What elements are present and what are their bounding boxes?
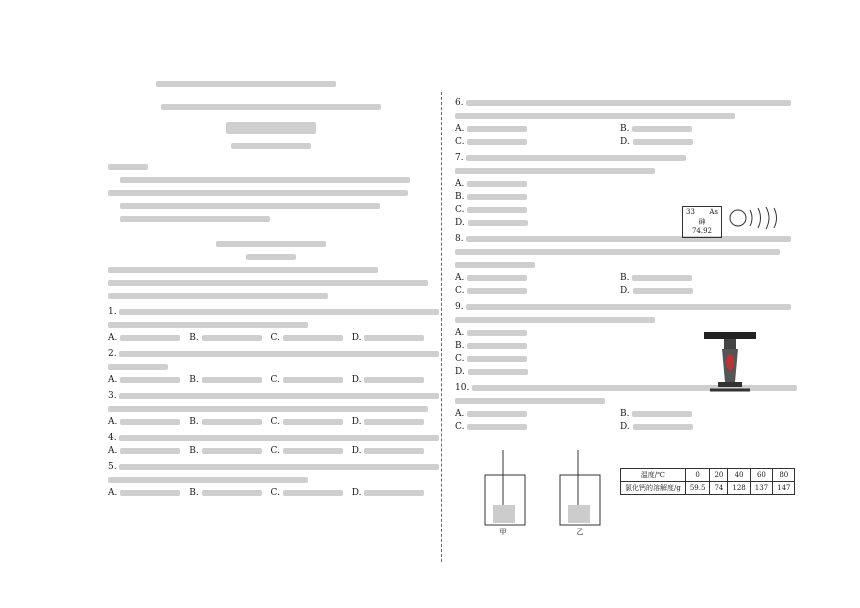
option: B. (620, 408, 785, 421)
question-number: 8. (455, 234, 467, 244)
questions-left (108, 306, 433, 500)
option: B. (189, 416, 270, 429)
option: C. (271, 332, 352, 345)
option: C. (455, 136, 620, 149)
option: A. (108, 332, 189, 345)
subject-title (108, 116, 433, 138)
option: B. (189, 487, 270, 500)
option: B. (455, 191, 785, 204)
option: D. (620, 136, 785, 149)
option: B. (189, 332, 270, 345)
option: C. (271, 374, 352, 387)
arsenic-element-box: 33 As 砷 74.92 (682, 206, 722, 238)
options (455, 408, 785, 434)
options (108, 445, 433, 458)
option: C. (455, 285, 620, 298)
option: B. (620, 123, 785, 136)
question-3 (108, 390, 433, 429)
options (108, 374, 433, 387)
question-number: 7. (455, 153, 467, 163)
option: D. (352, 374, 433, 387)
options (455, 272, 785, 298)
left-column (108, 78, 433, 500)
option: B. (455, 340, 785, 353)
option: A. (108, 374, 189, 387)
column-divider (441, 92, 442, 562)
option: C. (271, 416, 352, 429)
options (108, 416, 433, 429)
option: C. (455, 421, 620, 434)
question-number: 2. (108, 349, 120, 359)
option: A. (108, 416, 189, 429)
notes-body (120, 174, 433, 187)
svg-text:乙: 乙 (576, 528, 584, 535)
option: A. (108, 487, 189, 500)
sprinkler-figure (700, 330, 760, 400)
options (108, 487, 433, 500)
options (455, 123, 785, 149)
experiment-figure (465, 445, 615, 535)
question-2 (108, 348, 433, 387)
option: B. (189, 374, 270, 387)
option: A. (455, 123, 620, 136)
question-6 (455, 97, 785, 149)
part-heading (108, 238, 433, 251)
question-number: 5. (108, 462, 120, 472)
question-8 (455, 233, 785, 298)
options (108, 332, 433, 345)
option: C. (455, 204, 785, 217)
option: A. (108, 445, 189, 458)
notes-heading (108, 161, 433, 174)
section-heading (108, 251, 433, 264)
solubility-table: 温度/℃ 0 20 40 60 80 氯化钙的溶解度/g 59.5 74 128 137 147 (620, 468, 795, 495)
option: D. (455, 366, 785, 379)
option: D. (352, 445, 433, 458)
instructions (108, 277, 433, 290)
question-number: 10. (455, 383, 473, 393)
option: C. (271, 445, 352, 458)
question-number: 6. (455, 98, 467, 108)
option: A. (455, 327, 785, 340)
name-id-line (156, 78, 433, 91)
svg-text:甲: 甲 (499, 528, 507, 535)
question-number: 3. (108, 391, 120, 401)
question-1 (108, 306, 433, 345)
question-number: 4. (108, 433, 120, 443)
option: D. (352, 332, 433, 345)
option: A. (455, 178, 785, 191)
option: C. (455, 353, 785, 366)
option: D. (620, 285, 785, 298)
option: D. (455, 217, 785, 230)
option: C. (271, 487, 352, 500)
exam-time (108, 140, 433, 153)
option: B. (189, 445, 270, 458)
option: A. (455, 272, 620, 285)
question-number: 1. (108, 307, 120, 317)
option: D. (352, 416, 433, 429)
option: B. (620, 272, 785, 285)
option: D. (620, 421, 785, 434)
option: A. (455, 408, 620, 421)
atomic-structure-diagram (728, 206, 783, 230)
question-number: 9. (455, 302, 467, 312)
option: D. (352, 487, 433, 500)
atomic-masses (108, 264, 433, 277)
exam-title (108, 99, 433, 113)
question-5 (108, 461, 433, 500)
question-4 (108, 432, 433, 458)
